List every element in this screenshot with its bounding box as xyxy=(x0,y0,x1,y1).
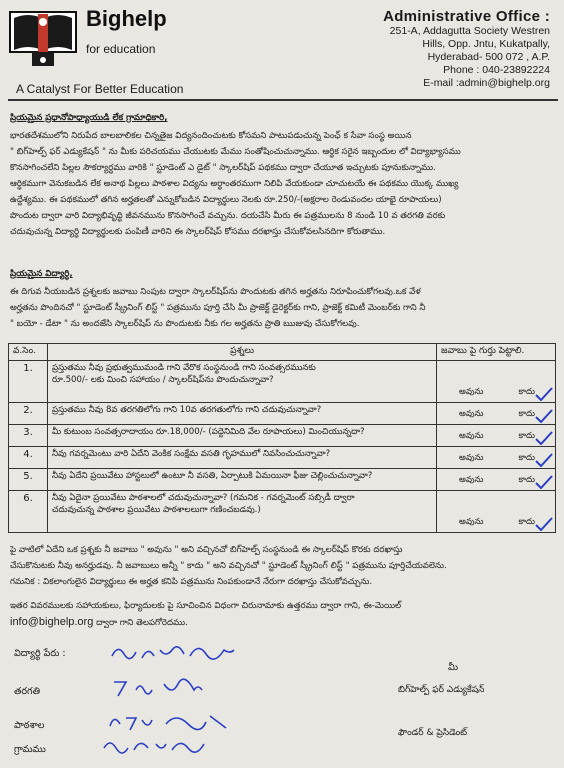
table-row xyxy=(9,469,556,491)
checkmark-icon xyxy=(535,431,553,445)
office-address-line: 251-A, Addagutta Society Westren xyxy=(389,25,550,37)
brand-subtitle: for education xyxy=(86,42,156,56)
header-divider xyxy=(8,99,558,101)
founder-title: ఫౌండర్ & ప్రెసిడెంట్ xyxy=(398,728,468,738)
answer-no-option[interactable]: కాదు xyxy=(518,431,535,441)
handwritten-village xyxy=(100,734,240,758)
footer-line: పై వాటిలో ఏదేని ఒక ప్రశ్నకు నీ జవాబు " అవును " అని వచ్చినచో బిగ్‌హెల్ప్ సంస్థనుండి ఈ స్కాలర్‌షిప్ కొరకు దరఖాస్తు xyxy=(10,545,403,555)
row-number: 1. xyxy=(9,361,48,403)
intro-line: పొందుట ద్వారా వారి విద్యాభివృద్ధి జీవనమును కొనసాగించే వచ్చును. దయచేసి మీరు ఈ పత్రములను 8 నుండి 10 వ తరగతి వరకు xyxy=(10,211,446,221)
student-line: అర్హతను పొందినచో " స్టూడెంట్ స్క్రీనింగ్ లిస్ట్ " పత్రమును పూర్తి చేసి మీ ప్రాజెక్ట్ డైరెక్టర్‌కు గాని, ప్రాజెక్ట్ కమిటీ మెంబర్‌కు గాని నీ xyxy=(10,303,426,313)
handwritten-name xyxy=(108,640,248,664)
answer-no-option[interactable]: కాదు xyxy=(518,453,535,463)
question-text: నీవు ఏదేని ప్రయివేటు హాస్టలులో ఉంటూ నీ వసతి, ఏర్పాటుకి ఏమయినా ఫీజు చెల్లించుచున్నావా? xyxy=(48,469,437,491)
village-label: గ్రామము xyxy=(14,744,46,755)
row-number: 3. xyxy=(9,425,48,447)
checkmark-icon xyxy=(535,517,553,531)
answer-yes-option[interactable]: అవును xyxy=(459,431,484,441)
tagline: A Catalyst For Better Education xyxy=(16,82,184,96)
intro-line: " బిగ్‌హెల్ప్ ఫర్ ఎడ్యుకేషన్ " ను మీకు పరిచయము చేయుటకు మేము సంతోషించుచున్నాము. ఆర్ధిక సరైన ఇబ్బందుల లో విద్యాభ్యాసము xyxy=(10,147,461,157)
bighelp-book-logo xyxy=(8,8,78,70)
student-line: ఈ దిగువ నీయబడిన ప్రశ్నలకు జవాబు నింపుట ద్వారా స్కాలర్‌షిప్‌ను పొందుటకు తగిన అర్హతను నిరూపించుకోగలవు.ఒక వేళ xyxy=(10,287,421,297)
answer-cell[interactable] xyxy=(437,361,556,403)
table-row xyxy=(9,361,556,403)
office-address-block xyxy=(290,8,550,90)
table-header-row xyxy=(9,344,556,361)
question-text: నీవు గవర్నమెంటు వారి ఏదేని వెంకిక సంక్షేమ వసతి గృహములో నివసించుచున్నావా? xyxy=(48,447,437,469)
intro-line: ఉద్దేశ్యము. ఈ పథకములో తగిన అర్హతలతో ఎన్నుకోబడిన విద్యార్ధులు నెలకు రూ.250/-(అక్షరాల రెండువందల యాభై రూపాయలు) xyxy=(10,195,442,205)
answer-yes-option[interactable]: అవును xyxy=(459,475,484,485)
school-label: పాఠశాల xyxy=(14,720,45,731)
handwritten-class xyxy=(108,676,248,700)
org-name: బిగ్‌హెల్ప్ ఫర్ ఎడ్యుకేషన్ xyxy=(398,685,485,695)
answer-cell[interactable] xyxy=(437,469,556,491)
contact-email-link[interactable]: info@bighelp.org xyxy=(10,616,94,628)
answer-cell[interactable] xyxy=(437,425,556,447)
footer-email-line: info@bighelp.org ద్వారా గాని తెలపగోరెదము. xyxy=(10,616,188,628)
answer-cell[interactable] xyxy=(437,447,556,469)
intro-line: చదువుచున్న విద్యార్ధి విద్యార్ధులకు పంపిణీ వారిని ఈ స్కాలర్‌షిప్ కోసము దరఖాస్తు చేసుకోవలసినదిగా కోరుతాము. xyxy=(10,227,386,237)
brand-name: Bighelp xyxy=(86,6,167,31)
answer-no-option[interactable]: కాదు xyxy=(518,517,535,527)
column-header-no: వ.సెం. xyxy=(9,344,48,361)
answer-cell[interactable] xyxy=(437,491,556,533)
table-row xyxy=(9,491,556,533)
footer-note: గమనిక : వికలాంగులైన విద్యార్థులు ఈ అర్హత కనిపి పత్రమును నింపకుండానే నేరుగా దరఖాస్తు చేసుకోవచ్చును. xyxy=(10,577,373,587)
office-phone: Phone : 040-23892224 xyxy=(443,64,550,76)
answer-yes-option[interactable]: అవును xyxy=(459,409,484,419)
checkmark-icon xyxy=(535,409,553,423)
answer-cell[interactable] xyxy=(437,403,556,425)
checkmark-icon xyxy=(535,387,553,401)
checkmark-icon xyxy=(535,453,553,467)
answer-yes-option[interactable]: అవును xyxy=(459,517,484,527)
salutation-student: ప్రియమైన విద్యార్ధి, xyxy=(10,269,73,279)
salutation-headmaster: ప్రియమైన ప్రధానోపాధ్యాయుడి లేక గ్రామాధికారి, xyxy=(10,113,168,123)
question-text: ప్రస్తుతము నీవు ప్రభుత్వముమండి గాని వేరొక సంస్థనుండి గాని సంవత్సరమునకు రూ.500/- లకు మించి సహాయం / స్కాలర్‌షిప్‌ను పొందుచున్నావా? xyxy=(48,361,437,403)
footer-info-line: ఇతర వివరములకు సహాయకులు, ఫిర్యాదులకు పై సూచించిన విధంగా చిరునామాకు ఉత్తరము ద్వారా గాని, ఈ-మెయిల్ xyxy=(10,601,402,611)
student-line: " బయో - డేటా " ను అందజేసి స్కాలర్‌షిప్ ను పొందుటకు నీకు గల అర్హతను ప్రాతి ఋజువు చేసుకోగలవు. xyxy=(10,319,360,329)
answer-yes-option[interactable]: అవును xyxy=(459,453,484,463)
office-address-line: Hyderabad- 500 072 , A.P. xyxy=(427,51,550,63)
footer-line: చేసుకొనుటకు నీవు అనర్హుడవు. నీ జవాబులు అన్నీ " కాదు " అని వచ్చినచో " స్టూడెంట్ స్క్రీనింగ్ లిస్ట్ " పత్రమును పూర్తిచేయవలెను. xyxy=(10,561,447,571)
answer-no-option[interactable]: కాదు xyxy=(518,409,535,419)
answer-yes-option[interactable]: అవును xyxy=(459,387,484,397)
table-row xyxy=(9,447,556,469)
column-header-answer: జవాబు పై గుర్తు పెట్టాలి. xyxy=(437,344,556,361)
row-number: 4. xyxy=(9,447,48,469)
office-title: Administrative Office : xyxy=(383,8,550,25)
answer-no-option[interactable]: కాదు xyxy=(518,475,535,485)
question-text: ప్రస్తుతము నీవు 8వ తరగతిలోగు గాని 10వ తరగతులోగు గాని చదువుచున్నావా? xyxy=(48,403,437,425)
question-text: మీ కుటుంబ సంవత్సరాదాయం రూ.18,000/- (పద్దెనిమిది వేల రూపాయలు) మించియున్నదా? xyxy=(48,425,437,447)
student-name-label: విద్యార్థి పేరు : xyxy=(14,648,66,659)
intro-line: భారతదేశములోని నిరుపేద బాలబాలికల చిన్నతైజ విద్యనందించుటకు కోసమని పాటుపడుచున్న పెంఛ్ క సేవా సంస్థ అయిన xyxy=(10,131,412,141)
table-row xyxy=(9,403,556,425)
signature-from-label: మీ xyxy=(448,662,459,673)
office-email: E-mail :admin@bighelp.org xyxy=(423,77,550,89)
handwritten-school xyxy=(106,710,246,734)
answer-no-option[interactable]: కాదు xyxy=(518,387,535,397)
row-number: 2. xyxy=(9,403,48,425)
table-row xyxy=(9,425,556,447)
office-address-line: Hills, Opp. Jntu, Kukatpally, xyxy=(422,38,550,50)
checkmark-icon xyxy=(535,475,553,489)
class-label: తరగతి xyxy=(14,686,40,697)
row-number: 5. xyxy=(9,469,48,491)
intro-line: కొనసాగించలేని పిల్లల సౌకర్యార్ధము వారికి " స్టూడెంట్ ఎ డైట్ " స్కాలర్‌షిప్ పథకము ద్వారా చేయూత ఇచ్చుటకు పూనుకున్నాము. xyxy=(10,163,436,173)
intro-line: ఆర్ధికముగా వెనుకబడిన లేక అనాథ పిల్లలు పాఠశాల విద్యను అర్ధాంతరముగా నిలిపి వేయకుండా చూచుటయే ఈ పథకము యొక్క ముఖ్య xyxy=(10,179,459,189)
question-text: నీవు ఏదైనా ప్రయివేటు పాఠశాలలో చదువుచున్నావా? (గమనిక - గవర్నమెంట్ సబ్సిడీ ద్వారా చదువుచున్న పాఠశాల ప్రయివేటు పాఠశాలలుగా గణించబడవు.) xyxy=(48,491,437,533)
row-number: 6. xyxy=(9,491,48,533)
eligibility-questions-table xyxy=(8,343,556,533)
column-header-questions: ప్రశ్నలు xyxy=(48,344,437,361)
